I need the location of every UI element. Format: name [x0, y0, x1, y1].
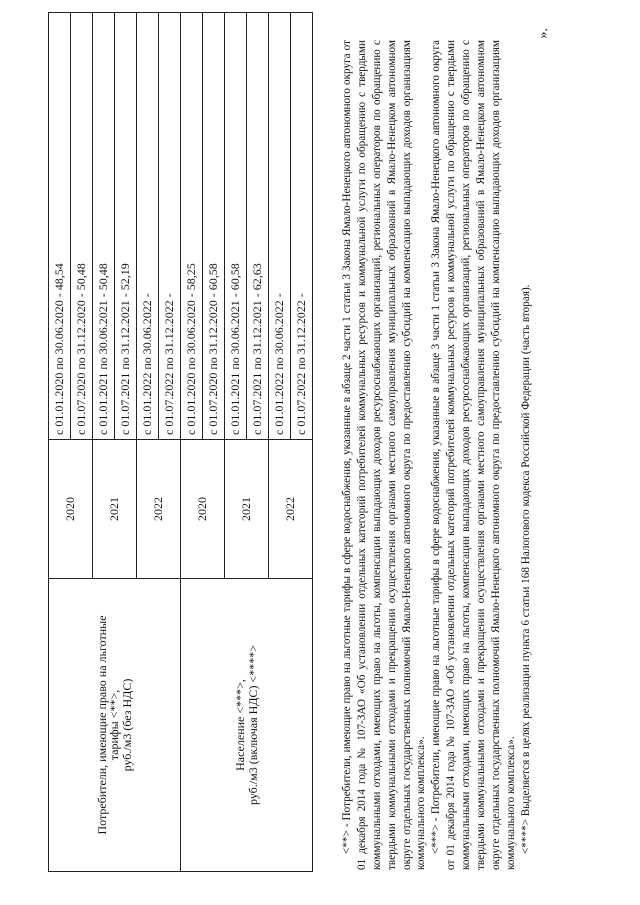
- year-cell: 2021: [93, 440, 137, 579]
- value-cell: с 01.01.2020 по 30.06.2020 - 48,54: [49, 13, 71, 440]
- closing-quote-mark: ».: [536, 28, 551, 39]
- value-cell: с 01.01.2020 по 30.06.2020 - 58,25: [181, 13, 203, 440]
- value-cell: с 01.01.2021 по 30.06.2021 - 60,58: [225, 13, 247, 440]
- value-cell: с 01.07.2021 по 31.12.2021 - 52,19: [115, 13, 137, 440]
- category-cell-population: [181, 579, 313, 872]
- value-cell: с 01.01.2021 по 30.06.2021 - 50,48: [93, 13, 115, 440]
- value-cell: с 01.01.2022 по 30.06.2022 -: [137, 13, 159, 440]
- value-cell: с 01.07.2022 по 31.12.2022 -: [159, 13, 181, 440]
- value-cell: с 01.07.2020 по 31.12.2020 - 60,58: [203, 13, 225, 440]
- category-line: Население <***>,: [232, 679, 247, 771]
- footnote-population: <***> - Потребители, имеющие право на льготные тарифы в сфере водоснабжения, указанные в абзаце 3 части 1 статьи 3 Закона Ямало-Ненецкого автономного округа от 01 декабря 2014 года № 107-ЗАО «Об установлении отдельных категорий потребителей коммунальных ресурсов и коммунальной услуги по обращению с твердыми коммунальными отходами, имеющих право на льготы, компенсации выпадающих доходов ресурсоснабжающих организаций, региональных операторов по обращению с твердыми коммунальными отходами и прекращении осуществления органами местного самоуправления муниципальных образований в Ямало-Ненецком автономном округе отдельных государственных полномочий Ямало-Ненецкого автономного округа по предоставлению субсидий на компенсацию выпадающих доходов организациям коммунального комплекса».: [430, 40, 517, 870]
- value-cell: с 01.07.2021 по 31.12.2021 - 62,63: [247, 13, 269, 440]
- year-cell: 2022: [137, 440, 181, 579]
- tariff-table: [48, 12, 313, 872]
- year-cell: 2020: [49, 440, 93, 579]
- footnote-preferential: <**> - Потребители, имеющие право на льготные тарифы в сфере водоснабжения, указанные в абзаце 2 части 1 статьи 3 Закона Ямало-Ненецкого автономного округа от 01 декабря 2014 года № 107-ЗАО «Об установлении отдельных категорий потребителей коммунальных ресурсов и коммунальной услуги по обращению с твердыми коммунальными отходами, имеющих право на льготы, компенсации выпадающих доходов ресурсоснабжающих организаций, региональных операторов по обращению с твердыми коммунальными отходами и прекращении осуществления органами местного самоуправления муниципальных образований в Ямало-Ненецком автономном округе отдельных государственных полномочий Ямало-Ненецкого автономного округа по предоставлению субсидий на компенсацию выпадающих доходов организациям коммунального комплекса».: [341, 40, 428, 870]
- value-cell: с 01.07.2022 по 31.12.2022 -: [291, 13, 313, 440]
- rotated-document-page: [40, 22, 600, 882]
- footnotes: [340, 40, 534, 870]
- table-row: [181, 13, 203, 872]
- category-line: тарифы <**>,: [107, 689, 122, 761]
- year-cell: 2022: [269, 440, 313, 579]
- category-cell-preferential: [49, 579, 181, 872]
- value-cell: с 01.01.2022 по 30.06.2022 -: [269, 13, 291, 440]
- category-line: руб./м3 (без НДС): [119, 678, 134, 772]
- category-line: руб./м3 (включая НДС) <****>: [245, 645, 260, 805]
- year-cell: 2021: [225, 440, 269, 579]
- category-line: Потребители, имеющие право на льготные: [94, 615, 109, 835]
- footnote-vat: <****> Выделяется в целях реализации пункта 6 статьи 168 Налогового кодекса Российской Федерации (часть вторая).: [519, 284, 532, 854]
- table-row: [49, 13, 71, 872]
- value-cell: с 01.07.2020 по 31.12.2020 - 50,48: [71, 13, 93, 440]
- year-cell: 2020: [181, 440, 225, 579]
